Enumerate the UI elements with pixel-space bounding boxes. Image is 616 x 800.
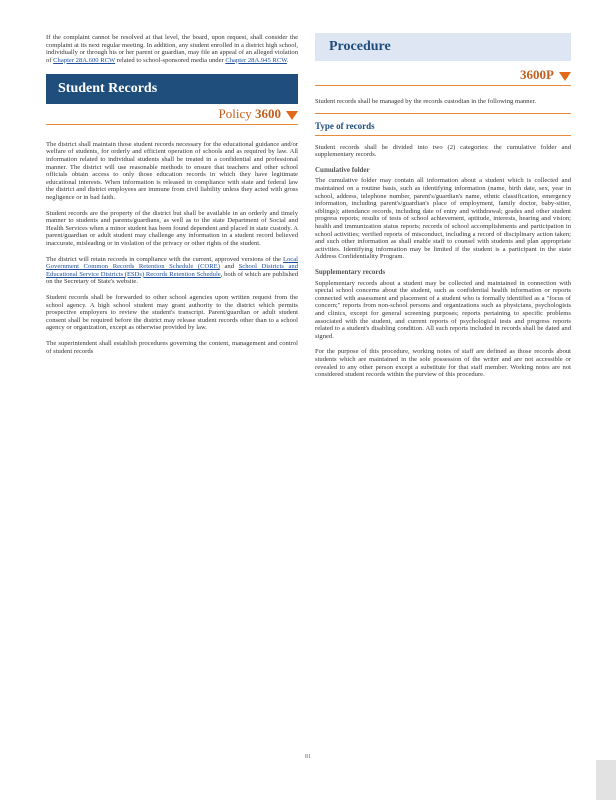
procedure-intro: Student records shall be managed by the records custodian in the following manner. — [315, 97, 537, 105]
rcw-link-28a945[interactable]: Chapter 28A.945 RCW — [225, 56, 287, 64]
divider — [315, 113, 571, 114]
procedure-paragraph-4: For the purpose of this procedure, working notes of staff are defined as those records about students which are maintained in the sole possession of the writer and are not accessible or revealed to any other person except a substitute for that staff member. Working notes are not considered student records within the purview of this procedure. — [315, 348, 571, 379]
intro-paragraph: If the complaint cannot be resolved at that level, the board, upon request, shall consider the complaint at its next regular meeting. In addition, any student enrolled in a district high school, individually or through his or her parent or guardian, may file an appeal of an alleged violation of Chapter 28A.600 RCW related to school-sponsored media under Chapter 28A.945 RCW. — [46, 34, 298, 64]
procedure-title-box — [315, 33, 571, 61]
triangle-marker-icon — [286, 111, 298, 120]
triangle-marker-icon — [559, 72, 571, 81]
page-number: 81 — [305, 754, 311, 760]
procedure-number: 3600P — [520, 67, 554, 82]
core-schedule-link[interactable]: Local Government Common Records Retention Schedule (CORE) — [46, 255, 298, 271]
policy-paragraph-4: Student records shall be forwarded to other school agencies upon written request from the school agency. A high school student may grant authority to the district which permits prospective employers to review the student's transcript. Parent/guardian or adult student consent shall be required before the district may release student records other than to a school agency or organization, except as otherwise provided by law. — [46, 293, 298, 332]
procedure-paragraph-2: The cumulative folder may contain all information about a student which is collected and maintained on a routine basis, such as identifying information (name, birth date, sex, year in school, address, telephone number, parent's/guardian's name, ethnic classification, emergency information, including parent's/guardian's place of employment, family doctor, baby-sitter, siblings); attendance records, including date of entry and withdrawal; grades and other student progress reports; results of tests of school achievement, aptitude, interests, hearing and vision; health and immunization status reports; records of school accomplishments and participation in school activities; verified reports of misconduct, including a record of disciplinary action taken; and such other information as shall enable staff to counsel with students and plan appropriate activities. Identifying information may be limited if the student is a participant in the state Address Confidentiality Program. — [315, 177, 571, 261]
esd-schedule-link[interactable]: School Districts and Educational Service Districts (ESDs) Records Retention Schedule — [46, 263, 298, 278]
procedure-paragraph-3: Supplementary records about a student may be collected and maintained in connection with special school concerns about the student, such as confidential health information or reports connected with assessment and placement of a student who is formally identified as a "focus of concern;" reports from non-school persons and organizations such as physicians, psychologists and clinics, except for general screening purposes; reports pertaining to specific problems associated with the student, and current reports of psychological tests and progress reports related to a student's disabling condition. All such reports included in records shall be dated and signed. — [315, 279, 571, 340]
policy-paragraph-2: Student records are the property of the district but shall be available in an orderly and timely manner to students and parents/guardians, as well as to the state Department of Social and Health Services when a minor student has been found dependent and placed in state custody. A parent/guardian or adult student may challenge any information in a student record believed inaccurate, misleading or in violation of the privacy or other rights of the student. — [46, 209, 298, 248]
divider — [315, 85, 571, 86]
policy-paragraph-5: The superintendent shall establish procedures governing the content, management and control of student records — [46, 339, 298, 355]
policy-title: Student Records — [58, 81, 158, 97]
procedure-column — [315, 0, 571, 387]
policy-column — [46, 0, 298, 363]
divider — [46, 124, 298, 125]
policy-number: 3600 — [255, 106, 281, 122]
procedure-code — [315, 67, 571, 82]
type-of-records-heading: Type of records — [315, 121, 375, 132]
policy-paragraph-1: The district shall maintain those student records necessary for the educational guidance and/or welfare of students, for orderly and efficient operation of schools and as required by law. All information related to individual students shall be treated in a confidential and professional manner. The district will use reasonable methods to ensure that teachers and other school officials obtain access to only those education records in which they have legitimate educational interests. When information is released in compliance with state and federal law the district and district employees are immune from civil liability unless they acted with gross negligence or in bad faith. — [46, 140, 298, 202]
policy-code: Policy 3600 — [46, 110, 298, 120]
supplementary-records-heading: Supplementary records — [315, 268, 386, 277]
policy-title-bar — [46, 74, 298, 104]
policy-paragraph-3: The district will retain records in compliance with the current, approved versions of the Local Government Common Records Retention Schedule (CORE) and School Districts and Educational Service Districts (ESDs) Records Retention Schedule, both of which are published on the Secretary of State's website. — [46, 255, 299, 286]
page-edge-strip — [596, 760, 616, 800]
procedure-paragraph-1: Student records shall be divided into two (2) categories: the cumulative folder and supplementary records. — [315, 143, 571, 159]
cumulative-folder-heading: Cumulative folder — [315, 165, 370, 174]
rcw-link-28a600[interactable]: Chapter 28A.600 RCW — [53, 56, 116, 64]
procedure-title: Procedure — [329, 39, 391, 54]
divider — [315, 135, 571, 136]
